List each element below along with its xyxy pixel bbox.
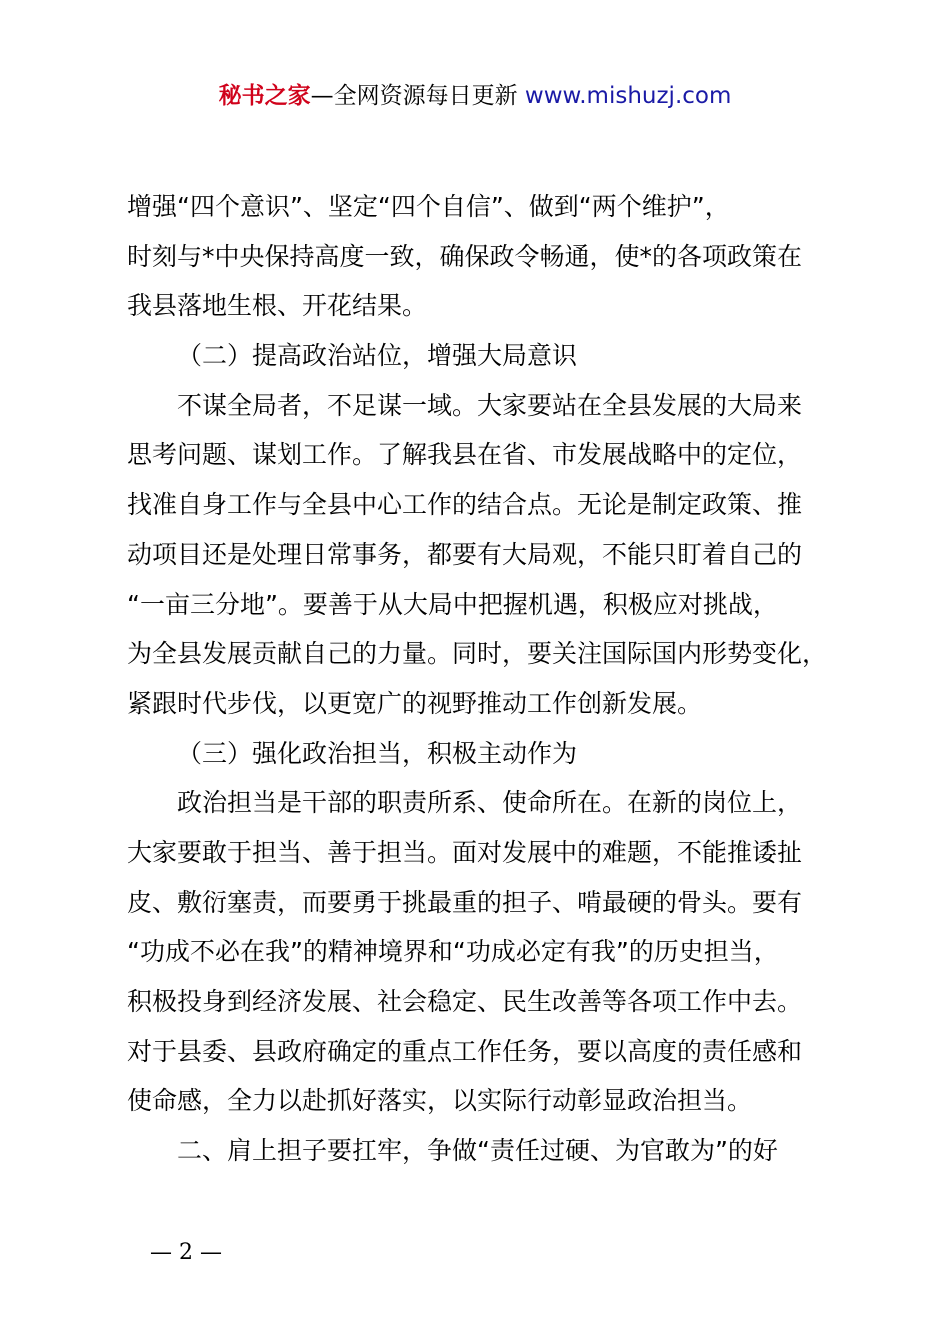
body-line: 不谋全局者，不足谋一域。大家要站在全县发展的大局来 [177,390,803,420]
body-line: 政治担当是干部的职责所系、使命所在。在新的岗位上， [177,788,803,818]
body-line: “功成不必在我”的精神境界和“功成必定有我”的历史担当， [127,937,779,967]
body-line: 找准自身工作与全县中心工作的结合点。无论是制定政策、推 [127,490,803,520]
site-tagline: —全网资源每日更新 [310,83,518,109]
body-line: 对于县委、县政府确定的重点工作任务，要以高度的责任感和 [127,1036,803,1066]
body-line: 大家要敢于担当、善于担当。面对发展中的难题，不能推诿扯 [127,837,803,867]
body-line: “一亩三分地”。要善于从大局中把握机遇，积极应对挑战， [127,589,778,619]
section-heading: 二、肩上担子要扛牢，争做“责任过硬、为官敢为”的好 [177,1136,778,1166]
section-heading: （三）强化政治担当，积极主动作为 [177,738,578,768]
body-line: 紧跟时代步伐，以更宽广的视野推动工作创新发展。 [127,688,703,718]
site-url-link[interactable]: www.mishuzj.com [524,83,732,109]
body-line: 动项目还是处理日常事务，都要有大局观，不能只盯着自己的 [127,539,803,569]
body-line: 使命感，全力以赴抓好落实，以实际行动彰显政治担当。 [127,1086,753,1116]
site-header [0,80,950,112]
body-line: 积极投身到经济发展、社会稳定、民生改善等各项工作中去。 [127,987,803,1016]
site-brand: 秘书之家 [218,83,311,109]
body-line: 思考问题、谋划工作。了解我县在省、市发展战略中的定位， [127,440,803,470]
body-line: 皮、敷衍塞责，而要勇于挑最重的担子、啃最硬的骨头。要有 [127,887,803,917]
document-body [127,182,837,1176]
body-line: 为全县发展贡献自己的力量。同时，要关注国际国内形势变化， [127,639,828,669]
body-line: 我县落地生根、开花结果。 [127,291,428,321]
body-line: 增强“四个意识”、坚定“四个自信”、做到“两个维护”， [127,192,730,221]
page-number: — 2 — [150,1240,222,1265]
section-heading: （二）提高政治站位，增强大局意识 [177,341,578,371]
body-line: 时刻与*中央保持高度一致，确保政令畅通，使*的各项政策在 [127,241,803,271]
